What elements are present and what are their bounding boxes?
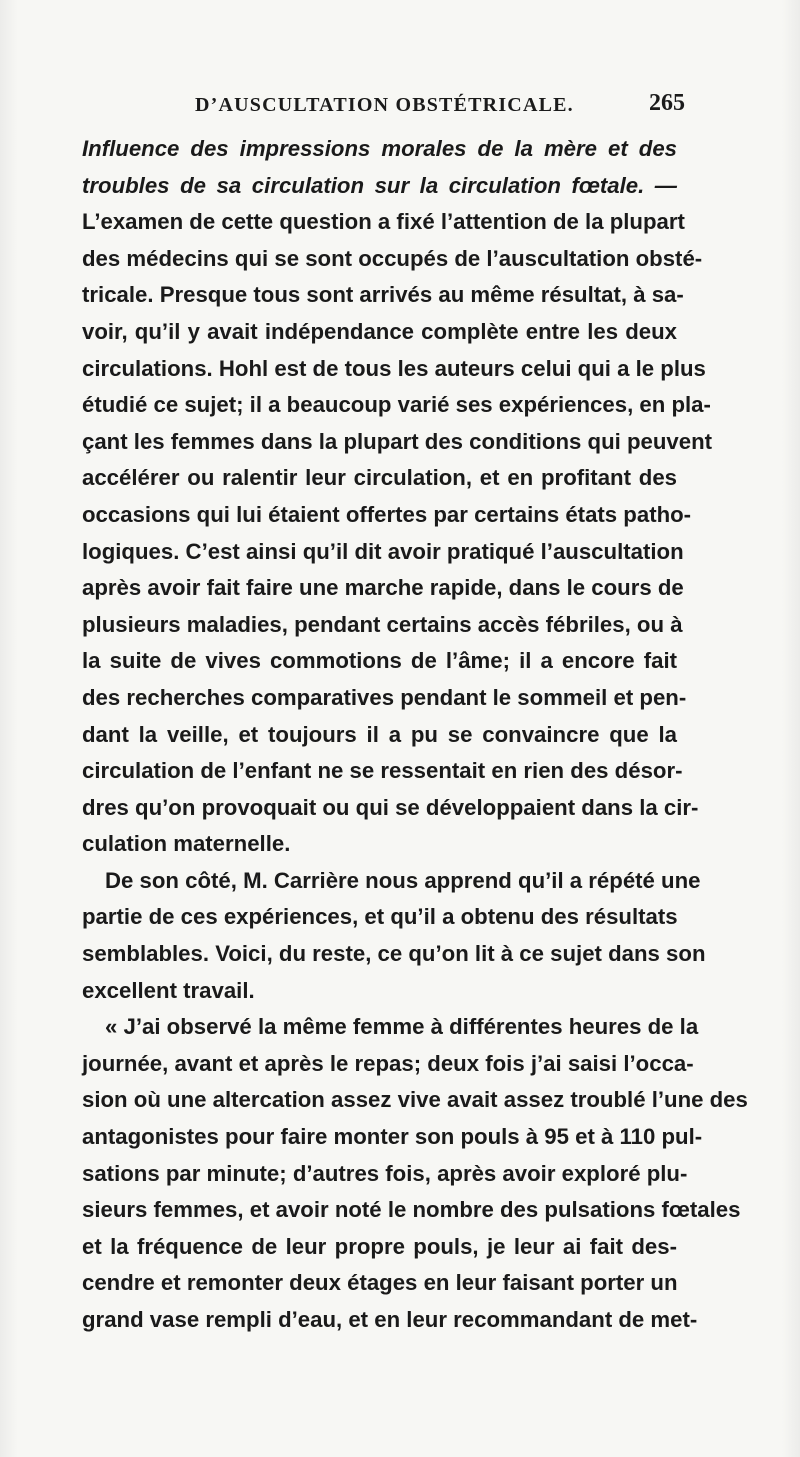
text-line: circulation de l’enfant ne se ressentait en rien des désor-: [82, 758, 683, 784]
text-line: voir, qu’il y avait indépendance complète entre les deux: [82, 318, 677, 344]
left-page-edge: [0, 0, 18, 1457]
page-number: 265: [649, 90, 685, 116]
body-text: [82, 131, 748, 1339]
text-line: occasions qui lui étaient offertes par certains états patho-: [82, 501, 692, 527]
text-line: sieurs femmes, et avoir noté le nombre des pulsations fœtales: [82, 1197, 741, 1223]
text-line: dres qu’on provoquait ou qui se développaient dans la cir-: [82, 794, 699, 820]
text-line: des recherches comparatives pendant le sommeil et pen-: [82, 684, 687, 710]
text-line: sion où une altercation assez vive avait assez troublé l’une des: [82, 1087, 748, 1113]
text-line: sations par minute; d’autres fois, après avoir exploré plu-: [82, 1160, 688, 1186]
text-line: la suite de vives commotions de l’âme; il a encore fait: [82, 648, 677, 674]
text-line: grand vase rempli d’eau, et en leur recommandant de met-: [82, 1307, 698, 1332]
text-line: L’examen de cette question a fixé l’attention de la plupart: [82, 209, 685, 235]
running-title: D’AUSCULTATION OBSTÉTRICALE.: [195, 94, 574, 116]
text-line: çant les femmes dans la plupart des conditions qui peuvent: [82, 428, 713, 454]
right-page-edge: [782, 0, 800, 1457]
text-line: dant la veille, et toujours il a pu se convaincre que la: [82, 721, 677, 747]
text-line: journée, avant et après le repas; deux fois j’ai saisi l’occa-: [82, 1050, 694, 1076]
text-line: De son côté, M. Carrière nous apprend qu’il a répété une: [105, 867, 701, 893]
text-line: semblables. Voici, du reste, ce qu’on lit à ce sujet dans son: [82, 941, 706, 967]
text-line: plusieurs maladies, pendant certains accès fébriles, ou à: [82, 611, 683, 637]
text-line: « J’ai observé la même femme à différentes heures de la: [105, 1014, 699, 1040]
text-line: accélérer ou ralentir leur circulation, et en profitant des: [82, 465, 677, 491]
text-line: des médecins qui se sont occupés de l’auscultation obsté-: [82, 245, 703, 271]
text-line: circulations. Hohl est de tous les auteurs celui qui a le plus: [82, 355, 706, 381]
text-line: et la fréquence de leur propre pouls, je leur ai fait des-: [82, 1233, 677, 1259]
running-head: [195, 88, 685, 120]
text-line: antagonistes pour faire monter son pouls à 95 et à 110 pul-: [82, 1124, 703, 1150]
text-line: après avoir fait faire une marche rapide, dans le cours de: [82, 575, 684, 601]
text-line: logiques. C’est ainsi qu’il dit avoir pratiqué l’auscultation: [82, 538, 684, 564]
text-line: excellent travail.: [82, 977, 255, 1003]
text-line: Influence des impressions morales de la mère et des: [82, 136, 677, 161]
text-line: culation maternelle.: [82, 831, 291, 857]
text-line: étudié ce sujet; il a beaucoup varié ses expériences, en pla-: [82, 392, 711, 418]
text-line: troubles de sa circulation sur la circulation fœtale. —: [82, 172, 677, 198]
text-line: partie de ces expériences, et qu’il a obtenu des résultats: [82, 904, 678, 930]
text-line: tricale. Presque tous sont arrivés au même résultat, à sa-: [82, 282, 684, 308]
text-line: cendre et remonter deux étages en leur faisant porter un: [82, 1270, 678, 1296]
